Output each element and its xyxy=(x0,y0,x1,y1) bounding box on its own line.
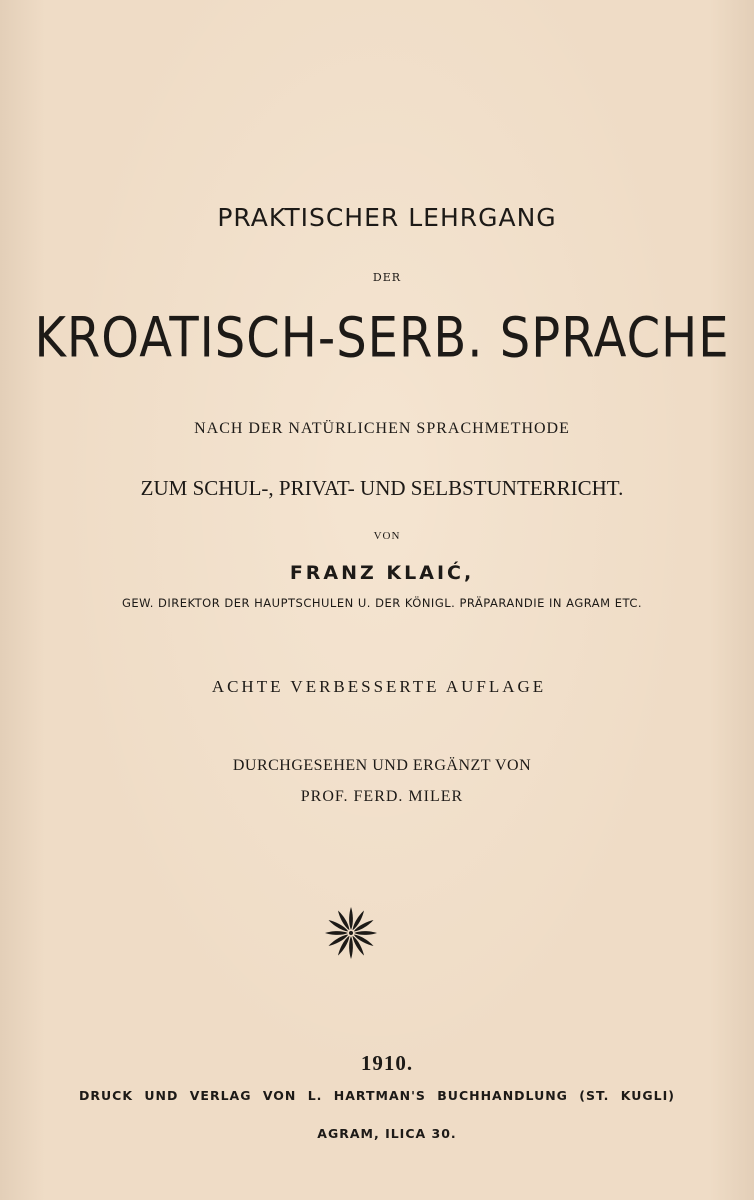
imprint-line: DRUCK UND VERLAG VON L. HARTMAN'S BUCHHANDLUNG (ST. KUGLI) xyxy=(79,1088,675,1103)
method-line: NACH DER NATÜRLICHEN SPRACHMETHODE xyxy=(194,420,570,437)
publication-place: AGRAM, ILICA 30. xyxy=(317,1126,457,1141)
asterisk-ornament-icon xyxy=(321,905,381,961)
article-der: DER xyxy=(372,271,402,284)
book-title: KROATISCH-SERB. SPRACHE xyxy=(34,306,730,371)
subtitle-lehrgang: PRAKTISCHER LEHRGANG xyxy=(217,203,557,232)
edition-line: ACHTE VERBESSERTE AUFLAGE xyxy=(211,677,547,696)
author-description: GEW. DIREKTOR DER HAUPTSCHULEN U. DER KÖNIGL. PRÄPARANDIE IN AGRAM ETC. xyxy=(121,596,643,610)
editor-name: PROF. FERD. MILER xyxy=(300,788,464,805)
purpose-line: ZUM SCHUL-, PRIVAT- UND SELBSTUNTERRICHT. xyxy=(140,476,624,500)
publication-year: 1910. xyxy=(360,1051,414,1075)
revised-by-line: DURCHGESEHEN UND ERGÄNZT VON xyxy=(232,757,532,774)
author-name: FRANZ KLAIĆ, xyxy=(289,562,475,584)
by-line: VON xyxy=(373,530,401,542)
